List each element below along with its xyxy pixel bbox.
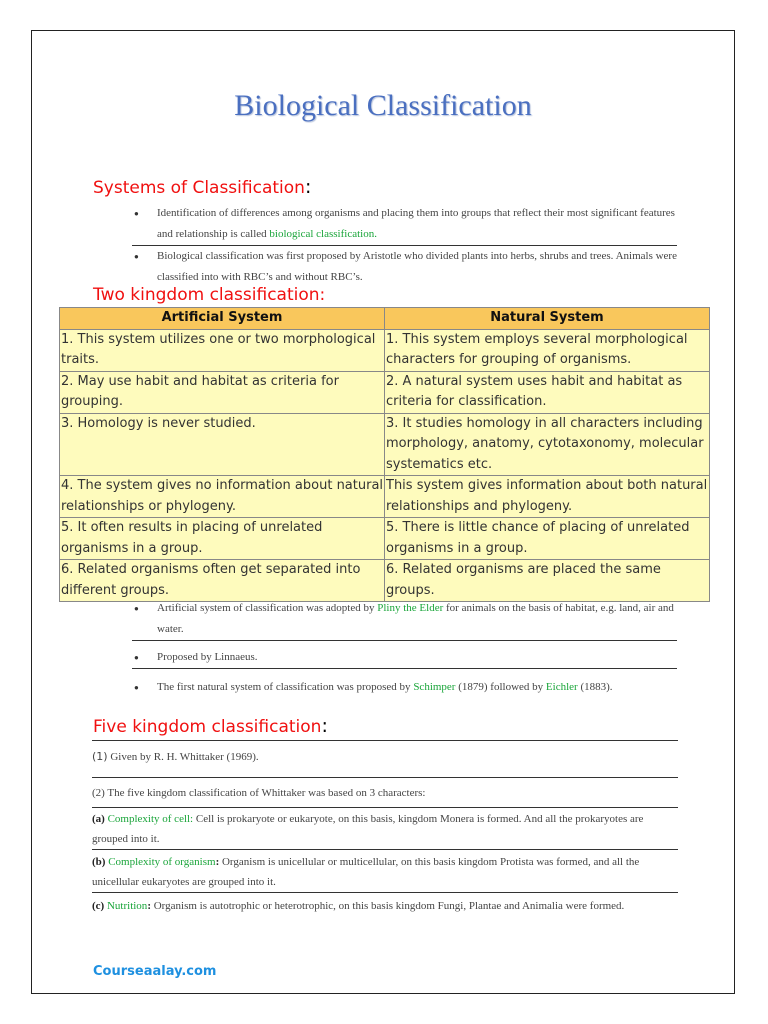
- table-header-artificial: Artificial System: [60, 308, 385, 330]
- bullet-icon: ●: [134, 604, 139, 613]
- table-cell: 3. Homology is never studied.: [60, 413, 385, 476]
- table-row: [60, 413, 710, 476]
- systems-bullet-2: [132, 246, 677, 288]
- bullet-icon: ●: [134, 683, 139, 692]
- table-header-natural: Natural System: [385, 308, 710, 330]
- note-3-rest: (1883).: [577, 681, 613, 693]
- five-kingdom-row-1: [92, 740, 678, 778]
- five-kingdom-row-a: [92, 809, 678, 850]
- note-1-text: Artificial system of classification was adopted by: [157, 602, 378, 614]
- row-c-colon: :: [147, 900, 151, 912]
- note-3-text: The first natural system of classification was proposed by: [157, 681, 414, 693]
- note-3-mid: (1879) followed by: [455, 681, 546, 693]
- table-cell: This system gives information about both natural relationships and phylogeny.: [385, 476, 710, 518]
- table-cell: 2. May use habit and habitat as criteria for grouping.: [60, 371, 385, 413]
- five-kingdom-heading-text: Five kingdom classification: [93, 717, 322, 737]
- systems-heading-text: Systems of Classification: [93, 178, 305, 198]
- five-kingdom-row-c: [92, 896, 678, 936]
- row-b-text: Organism is unicellular or multicellular, on this basis kingdom Protista was formed, and all the unicellular eukaryotes are grouped into it.: [92, 856, 640, 888]
- table-cell: 1. This system employs several morphological characters for grouping of organisms.: [385, 329, 710, 371]
- table-row: [60, 329, 710, 371]
- table-cell: 3. It studies homology in all characters including morphology, anatomy, cytotaxonomy, molecular systematics etc.: [385, 413, 710, 476]
- table-cell: 6. Related organisms are placed the same groups.: [385, 560, 710, 602]
- nutrition-term: Nutrition: [106, 900, 148, 912]
- footer-site-name: Courseaalay.com: [93, 964, 217, 979]
- pliny-name: Pliny the Elder: [377, 602, 444, 614]
- systems-bullet-1-text: Identification of differences among organisms and placing them into groups that reflect their most significant features and relationship is called: [157, 207, 675, 240]
- page-title: Biological Classification: [234, 89, 532, 122]
- document-page: [31, 30, 735, 994]
- note-bullet-2: [132, 647, 677, 669]
- row-1-number: (1): [92, 750, 108, 763]
- table-row: [60, 476, 710, 518]
- row-b-label: (b): [92, 856, 106, 868]
- complexity-of-organism-term: Complexity of organism: [108, 856, 216, 868]
- five-kingdom-row-2: (2) The five kingdom classification of Whittaker was based on 3 characters:: [92, 777, 678, 808]
- five-kingdom-row-b: [92, 852, 678, 893]
- table-row: [60, 518, 710, 560]
- row-c-label: (c): [92, 900, 105, 912]
- bullet-icon: ●: [134, 653, 139, 662]
- note-2-text: Proposed by Linnaeus.: [157, 651, 258, 663]
- two-kingdom-heading: Two kingdom classification:: [93, 285, 326, 305]
- artificial-vs-natural-table: [59, 307, 710, 602]
- row-a-label: (a): [92, 813, 105, 825]
- schimper-name: Schimper: [413, 681, 456, 693]
- table-cell: 4. The system gives no information about natural relationships or phylogeny.: [60, 476, 385, 518]
- row-c-text: Organism is autotrophic or heterotrophic, on this basis kingdom Fungi, Plantae and Animalia were formed.: [150, 900, 625, 912]
- row-1-text: Given by R. H. Whittaker (1969).: [107, 751, 259, 763]
- table-cell: 5. There is little chance of placing of unrelated organisms in a group.: [385, 518, 710, 560]
- table-cell: 5. It often results in placing of unrelated organisms in a group.: [60, 518, 385, 560]
- eichler-name: Eichler: [545, 681, 578, 693]
- table-cell: 6. Related organisms often get separated into different groups.: [60, 560, 385, 602]
- five-kingdom-heading: [93, 715, 328, 737]
- table-row: [60, 371, 710, 413]
- table-cell: 2. A natural system uses habit and habitat as criteria for classification.: [385, 371, 710, 413]
- systems-bullet-2-text: Biological classification was first proposed by Aristotle who divided plants into herbs, shrubs and trees. Animals were classified into with RBC’s and without RBC’s.: [157, 250, 677, 283]
- table-row: [60, 560, 710, 602]
- systems-heading-colon: :: [304, 176, 312, 198]
- systems-heading: [93, 176, 311, 198]
- systems-bullet-1: [132, 203, 677, 246]
- biological-classification-term: biological classification.: [269, 228, 377, 240]
- note-bullet-1: [132, 598, 677, 641]
- table-cell: 1. This system utilizes one or two morphological traits.: [60, 329, 385, 371]
- complexity-of-cell-term: Complexity of cell:: [107, 813, 194, 825]
- bullet-icon: ●: [134, 209, 139, 218]
- bullet-icon: ●: [134, 252, 139, 261]
- five-kingdom-heading-colon: :: [321, 715, 328, 737]
- note-bullet-3: [132, 677, 677, 698]
- note-1-rest: for animals on the basis of habitat, e.g. land, air and water.: [157, 602, 674, 635]
- row-b-colon: :: [215, 856, 220, 868]
- row-a-text: Cell is prokaryote or eukaryote, on this basis, kingdom Monera is formed. And all the prokaryotes are grouped into it.: [92, 813, 644, 845]
